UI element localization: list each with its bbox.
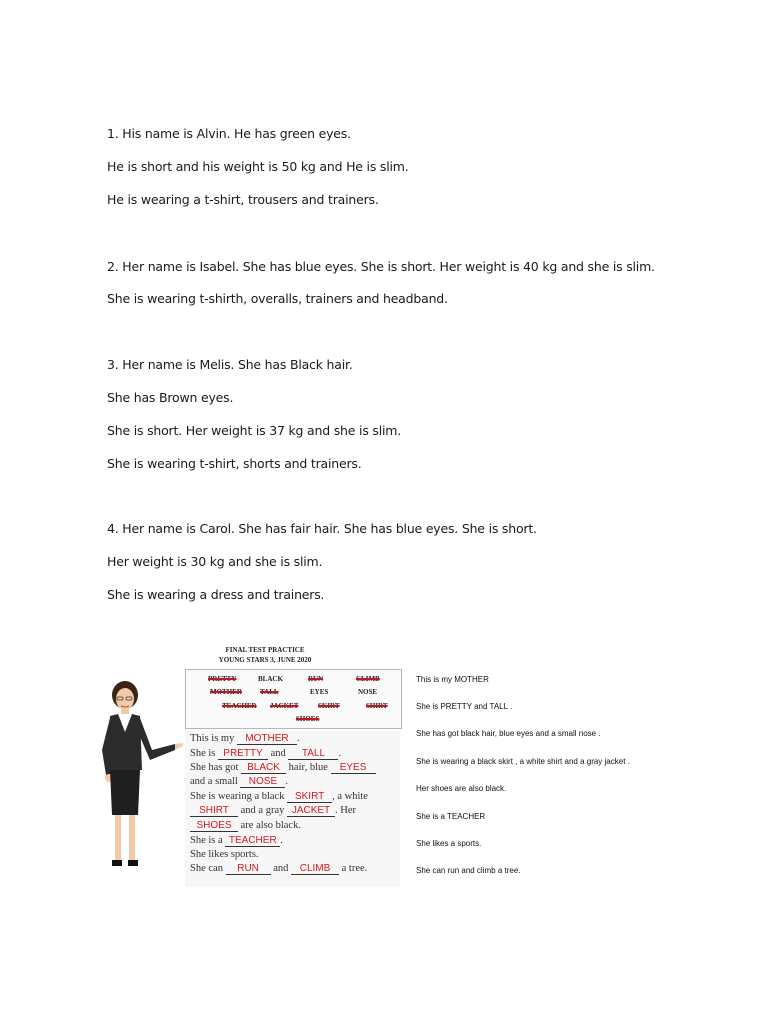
answer-pretty: PRETTY (218, 749, 268, 760)
answer-run: RUN (226, 864, 271, 875)
word-bank-item: PRETTY (208, 675, 237, 683)
word-bank-item: SKIRT (318, 702, 340, 710)
side-sentence: She has got black hair, blue eyes and a small nose . (416, 729, 601, 738)
side-sentence: She is wearing a black skirt , a white shirt and a gray jacket . (416, 757, 630, 766)
paragraph-line: He is short and his weight is 50 kg and He is slim. (107, 159, 409, 174)
answer-climb: CLIMB (291, 864, 339, 875)
side-sentence: This is my MOTHER (416, 675, 489, 684)
word-bank-item: TEACHER (222, 702, 257, 710)
word-bank-item: EYES (310, 688, 329, 696)
paragraph-line: 3. Her name is Melis. She has Black hair. (107, 357, 353, 372)
answer-shoes: SHOES (190, 821, 238, 832)
paragraph-line: He is wearing a t-shirt, trousers and trainers. (107, 192, 379, 207)
side-sentence: Her shoes are also black. (416, 784, 507, 793)
side-sentence: She likes a sports. (416, 839, 482, 848)
paragraph-line: She is wearing t-shirth, overalls, trainers and headband. (107, 291, 448, 306)
paragraph-line: She is wearing t-shirt, shorts and trainers. (107, 456, 362, 471)
answer-nose: NOSE (240, 777, 285, 788)
teacher-woman-illustration (100, 670, 185, 875)
paragraph-line: She has Brown eyes. (107, 390, 234, 405)
answer-eyes: EYES (331, 763, 376, 774)
paragraph-line: 4. Her name is Carol. She has fair hair. She has blue eyes. She is short. (107, 521, 537, 536)
word-bank-item: MOTHER (210, 688, 242, 696)
word-bank-item: BLACK (258, 675, 283, 683)
fill-in-exercise: This is my MOTHER . She is PRETTY and TALL . She has got BLACK hair, blue EYES and a small NOSE . She is wearing a black SKIRT , a white SHIRT and a gray JACKET . Her SHOES are also black. She is a TEACHER . She likes sports. She can RUN and CLIMB a tree. (185, 731, 400, 887)
side-sentence: She is a TEACHER (416, 812, 486, 821)
answer-tall: TALL (288, 749, 338, 760)
word-bank-item: CLIMB (356, 675, 380, 683)
paragraph-line: She is wearing a dress and trainers. (107, 587, 325, 602)
side-sentence: She is PRETTY and TALL . (416, 702, 513, 711)
worksheet-title: FINAL TEST PRACTICE YOUNG STARS 3, JUNE 2020 (218, 646, 312, 664)
answer-teacher: TEACHER (225, 836, 280, 847)
word-bank-item: TALL (260, 688, 279, 696)
word-bank-item: NOSE (358, 688, 378, 696)
paragraph-line: 2. Her name is Isabel. She has blue eyes. She is short. Her weight is 40 kg and she is slim. (107, 259, 655, 274)
word-bank-item: RUN (308, 675, 324, 683)
answer-shirt: SHIRT (190, 806, 238, 817)
answer-skirt: SKIRT (287, 792, 332, 803)
worksheet-image (100, 645, 403, 890)
answer-black: BLACK (241, 763, 286, 774)
paragraph-line: Her weight is 30 kg and she is slim. (107, 554, 323, 569)
word-bank (185, 669, 402, 729)
paragraph-line: 1. His name is Alvin. He has green eyes. (107, 126, 351, 141)
paragraph-line: She is short. Her weight is 37 kg and she is slim. (107, 423, 402, 438)
word-bank-item: SHIRT (366, 702, 388, 710)
answer-jacket: JACKET (287, 806, 335, 817)
side-sentence: She can run and climb a tree. (416, 866, 521, 875)
word-bank-item: SHOES (296, 715, 320, 723)
answer-mother: MOTHER (237, 734, 297, 745)
word-bank-item: JACKET (270, 702, 299, 710)
